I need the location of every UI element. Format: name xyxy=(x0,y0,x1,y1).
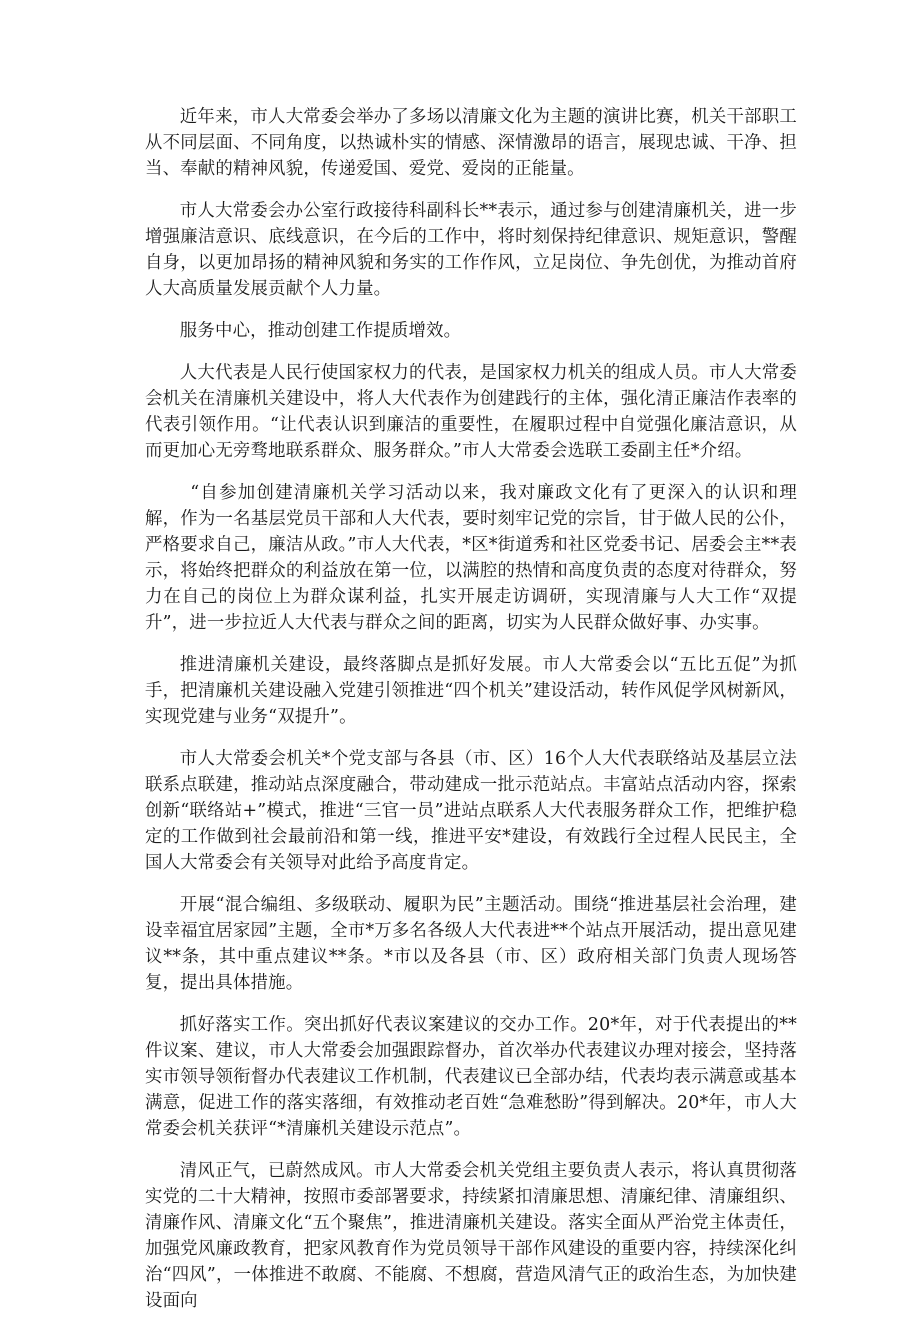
paragraph-implementation: 抓好落实工作。突出抓好代表议案建议的交办工作。20*年，对于代表提出的**件议案、建议，市人大常委会加强跟踪督办，首次举办代表建议办理对接会，坚持落实市领导领衔督办代表建议工作机制，代表建议已全部办结，代表均表示满意或基本满意，促进工作的落实落细，有效推动老百姓“急难愁盼”得到解决。20*年，市人大常委会机关获评“*清廉机关建设示范点”。 xyxy=(145,1015,797,1139)
paragraph-deputies-role: 人大代表是人民行使国家权力的代表，是国家权力机关的组成人员。市人大常委会机关在清廉机关建设中，将人大代表作为创建践行的主体，强化清正廉洁作表率的代表引领作用。“让代表认识到廉洁的重要性，在履职过程中自觉强化廉洁意识，从而更加心无旁骛地联系群众、服务群众。”市人大常委会选联工委副主任*介绍。 xyxy=(145,363,797,461)
paragraph-speech-contest: 近年来，市人大常委会举办了多场以清廉文化为主题的演讲比赛，机关干部职工从不同层面、不同角度，以热诚朴实的情感、深情激昂的语言，展现忠诚、干净、担当、奉献的精神风貌，传递爱国、爱党、爱岗的正能量。 xyxy=(145,107,797,179)
paragraph-deputy-quote: “自参加创建清廉机关学习活动以来，我对廉政文化有了更深入的认识和理解，作为一名基层党员干部和人大代表，要时刻牢记党的宗旨，甘于做人民的公仆，严格要求自己，廉洁从政。”市人大代表，*区*街道秀和社区党委书记、居委会主**表示，将始终把群众的利益放在第一位，以满腔的热情和高度负责的态度对待群众，努力在自己的岗位上为群众谋利益，扎实开展走访调研，实现清廉与人大工作“双提升”，进一步拉近人大代表与群众之间的距离，切实为人民群众做好事、办实事。 xyxy=(145,483,797,633)
document-body xyxy=(145,104,797,1330)
paragraph-section-heading: 服务中心，推动创建工作提质增效。 xyxy=(179,321,462,341)
paragraph-liaison-stations: 市人大常委会机关*个党支部与各县（市、区）16个人大代表联络站及基层立法联系点联建，推动站点深度融合，带动建成一批示范站点。丰富站点活动内容，探索创新“联络站+”模式，推进“三官一员”进站点联系人大代表服务群众工作，把维护稳定的工作做到社会最前沿和第一线，推进平安*建设，有效践行全过程人民民主，全国人大常委会有关领导对此给予高度肯定。 xyxy=(145,749,797,873)
paragraph-clean-atmosphere: 清风正气，已蔚然成风。市人大常委会机关党组主要负责人表示，将认真贯彻落实党的二十大精神，按照市委部署要求，持续紧扣清廉思想、清廉纪律、清廉组织、清廉作风、清廉文化“五个聚焦”，推进清廉机关建设。落实全面从严治党主体责任，加强党风廉政教育，把家风教育作为党员领导干部作风建设的重要内容，持续深化纠治“四风”，一体推进不敢腐、不能腐、不想腐，营造风清气正的政治生态，为加快建设面向 xyxy=(145,1161,797,1311)
paragraph-development-focus: 推进清廉机关建设，最终落脚点是抓好发展。市人大常委会以“五比五促”为抓手，把清廉机关建设融入党建引领推进“四个机关”建设活动，转作风促学风树新风，实现党建与业务“双提升”。 xyxy=(145,655,797,727)
paragraph-themed-activity: 开展“混合编组、多级联动、履职为民”主题活动。围绕“推进基层社会治理，建设幸福宜居家园”主题，全市*万多名各级人大代表进**个站点开展活动，提出意见建议**条，其中重点建议**条。*市以及各县（市、区）政府相关部门负责人现场答复，提出具体措施。 xyxy=(145,895,797,993)
paragraph-reception-section-chief: 市人大常委会办公室行政接待科副科长**表示，通过参与创建清廉机关，进一步增强廉洁意识、底线意识，在今后的工作中，将时刻保持纪律意识、规矩意识，警醒自身，以更加昂扬的精神风貌和务实的工作作风，立足岗位、争先创优，为推动首府人大高质量发展贡献个人力量。 xyxy=(145,201,797,299)
